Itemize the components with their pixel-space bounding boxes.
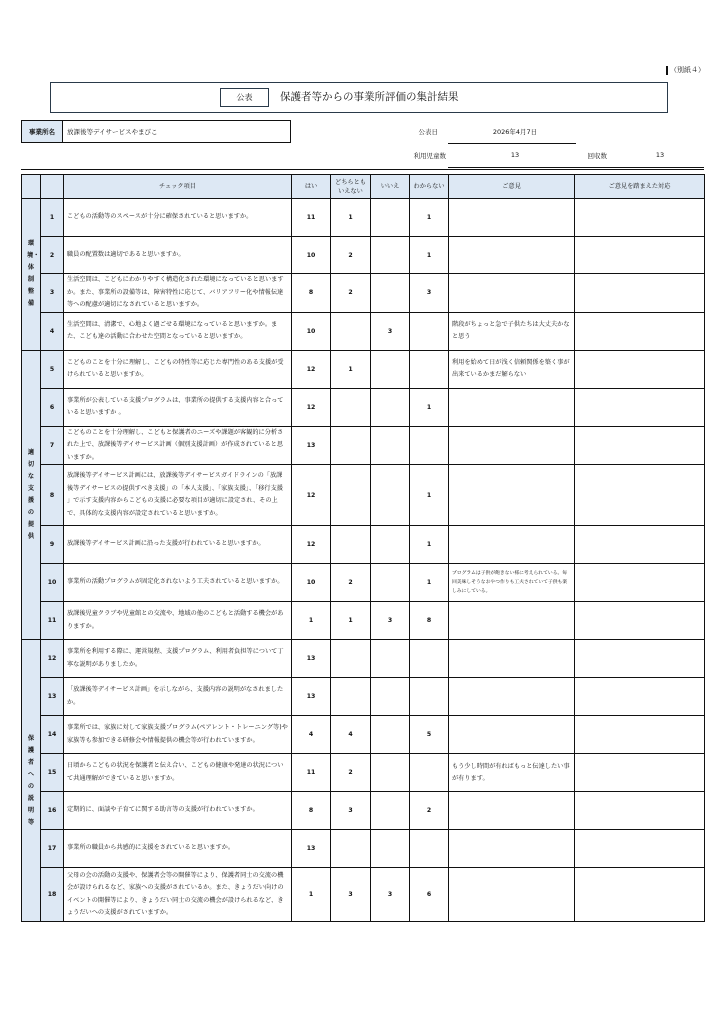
response-text (575, 526, 705, 564)
table-row (22, 237, 705, 274)
response-text (575, 388, 705, 426)
response-text (575, 678, 705, 716)
row-number: 1 (41, 199, 64, 237)
unknown-count (410, 640, 449, 678)
check-item-text: 父母の会の活動の支援や、保護者会等の開催等により、保護者同士の交流の機会が設けられるなど、家族への支援がされているか。また、きょうだい向けのイベントの開催等により、きょうだい同士の交流の機会が設けられるなど、きょうだいへの支援がされていますか。 (64, 868, 292, 922)
yes-count: 1 (292, 602, 331, 640)
comment-text (449, 237, 575, 274)
yes-count: 13 (292, 830, 331, 868)
neutral-count: 3 (331, 792, 371, 830)
office-name-value: 放課後等デイサービスやまびこ (62, 120, 291, 143)
comment-text: 利用を始めて日が浅く信頼関係を築く事が出来ているかまだ解らない (449, 350, 575, 388)
row-number: 17 (41, 830, 64, 868)
no-count (371, 388, 410, 426)
row-number: 4 (41, 312, 64, 350)
yes-count: 8 (292, 792, 331, 830)
yes-count: 12 (292, 465, 331, 526)
neutral-count: 1 (331, 199, 371, 237)
category-label: 保護者への説明等 (27, 734, 35, 826)
yes-count: 8 (292, 274, 331, 313)
response-text (575, 426, 705, 465)
comment-text (449, 640, 575, 678)
header-check-item: チェック項目 (64, 175, 292, 199)
table-row (22, 465, 705, 526)
unknown-count: 1 (410, 526, 449, 564)
table-row (22, 526, 705, 564)
publish-badge: 公表 (220, 88, 269, 107)
response-text (575, 350, 705, 388)
response-text (575, 237, 705, 274)
check-item-text: 日頃からこどもの状況を保護者と伝え合い、こどもの健康や発達の状況について共通理解ができていると思いますか。 (64, 754, 292, 792)
header-comments: ご意見 (449, 175, 575, 199)
header-response: ご意見を踏まえた対応 (575, 175, 705, 199)
yes-count: 10 (292, 564, 331, 602)
comment-text (449, 678, 575, 716)
response-text (575, 640, 705, 678)
header-yes: はい (292, 175, 331, 199)
check-item-text: 事業所を利用する際に、運営規程、支援プログラム、利用者負担等について丁寧な説明がありましたか。 (64, 640, 292, 678)
row-number: 16 (41, 792, 64, 830)
table-row (22, 312, 705, 350)
office-name-label: 事業所名 (21, 120, 62, 143)
header-no: いいえ (371, 175, 410, 199)
comment-text: 階段がちょっと急で子供たちは大丈夫かなと思う (449, 312, 575, 350)
table-row (22, 678, 705, 716)
yes-count: 13 (292, 426, 331, 465)
comment-text (449, 388, 575, 426)
yes-count: 11 (292, 199, 331, 237)
neutral-count: 2 (331, 274, 371, 313)
row-number: 11 (41, 602, 64, 640)
neutral-count: 2 (331, 237, 371, 274)
yes-count: 11 (292, 754, 331, 792)
comment-text (449, 716, 575, 754)
response-text (575, 274, 705, 313)
unknown-count: 8 (410, 602, 449, 640)
table-row (22, 868, 705, 922)
unknown-count (410, 426, 449, 465)
no-count (371, 274, 410, 313)
counts-underline (448, 167, 704, 168)
category-cell (22, 640, 41, 922)
no-count (371, 526, 410, 564)
comment-text (449, 199, 575, 237)
comment-text (449, 465, 575, 526)
response-text (575, 602, 705, 640)
comment-text (449, 830, 575, 868)
responses-count-value: 13 (655, 151, 665, 159)
table-row (22, 199, 705, 237)
response-text (575, 754, 705, 792)
check-item-text: こどものことを十分に理解し、こどもの特性等に応じた専門性のある支援が受けられていると思いますか。 (64, 350, 292, 388)
table-row (22, 350, 705, 388)
check-item-text: 生活空間は、清潔で、心地よく過ごせる環境になっていると思いますか。また、こども達の活動に合わせた空間となっていると思いますか。 (64, 312, 292, 350)
no-count (371, 716, 410, 754)
row-number: 13 (41, 678, 64, 716)
no-count (371, 237, 410, 274)
table-row (22, 602, 705, 640)
response-text (575, 830, 705, 868)
row-number: 18 (41, 868, 64, 922)
response-text (575, 868, 705, 922)
yes-count: 12 (292, 388, 331, 426)
unknown-count: 1 (410, 237, 449, 274)
unknown-count: 3 (410, 274, 449, 313)
row-number: 6 (41, 388, 64, 426)
yes-count: 13 (292, 640, 331, 678)
yes-count: 1 (292, 868, 331, 922)
check-item-text: 事業所の職員から共感的に支援をされていると思いますか。 (64, 830, 292, 868)
check-item-text: こどもの活動等のスペースが十分に確保されていると思いますか。 (64, 199, 292, 237)
responses-count-label: 回収数 (587, 152, 607, 160)
comment-text (449, 426, 575, 465)
comment-text (449, 602, 575, 640)
table-row (22, 830, 705, 868)
appendix-label: （別紙４） (666, 66, 705, 75)
yes-count: 13 (292, 678, 331, 716)
comment-text (449, 274, 575, 313)
page-title: 保護者等からの事業所評価の集計結果 (280, 91, 459, 103)
users-count-label: 利用児童数 (413, 152, 446, 160)
yes-count: 12 (292, 350, 331, 388)
row-number: 14 (41, 716, 64, 754)
neutral-count: 4 (331, 716, 371, 754)
row-number: 8 (41, 465, 64, 526)
neutral-count (331, 426, 371, 465)
unknown-count: 5 (410, 716, 449, 754)
no-count: 3 (371, 602, 410, 640)
yes-count: 10 (292, 237, 331, 274)
neutral-count (331, 388, 371, 426)
table-row (22, 388, 705, 426)
unknown-count (410, 754, 449, 792)
response-text (575, 312, 705, 350)
header-number (41, 175, 64, 199)
no-count: 3 (371, 312, 410, 350)
unknown-count (410, 678, 449, 716)
unknown-count (410, 830, 449, 868)
header-neutral: どちらともいえない (331, 175, 371, 199)
no-count (371, 465, 410, 526)
no-count (371, 792, 410, 830)
neutral-count (331, 830, 371, 868)
row-number: 10 (41, 564, 64, 602)
table-row (22, 754, 705, 792)
unknown-count (410, 350, 449, 388)
no-count (371, 678, 410, 716)
table-top-rule (21, 169, 704, 170)
row-number: 3 (41, 274, 64, 313)
check-item-text: 放課後児童クラブや児童館との交流や、地域の他のこどもと活動する機会がありますか。 (64, 602, 292, 640)
unknown-count: 1 (410, 388, 449, 426)
header-unknown: わからない (410, 175, 449, 199)
neutral-count (331, 678, 371, 716)
neutral-count: 2 (331, 754, 371, 792)
check-item-text: 事業所の活動プログラムが固定化されないよう工夫されていると思いますか。 (64, 564, 292, 602)
neutral-count (331, 312, 371, 350)
comment-text (449, 868, 575, 922)
unknown-count (410, 312, 449, 350)
no-count (371, 640, 410, 678)
no-count: 3 (371, 868, 410, 922)
row-number: 15 (41, 754, 64, 792)
row-number: 5 (41, 350, 64, 388)
unknown-count: 6 (410, 868, 449, 922)
response-text (575, 792, 705, 830)
check-item-text: 定期的に、面談や子育てに関する助言等の支援が行われていますか。 (64, 792, 292, 830)
check-item-text: 生活空間は、こどもにわかりやすく構造化された環境になっていると思いますか。また、事業所の設備等は、障害特性に応じて、バリアフリー化や情報伝達等への配慮が適切になされていると思いますか。 (64, 274, 292, 313)
row-number: 7 (41, 426, 64, 465)
yes-count: 10 (292, 312, 331, 350)
neutral-count: 1 (331, 350, 371, 388)
comment-text (449, 526, 575, 564)
response-text (575, 716, 705, 754)
unknown-count: 2 (410, 792, 449, 830)
no-count (371, 199, 410, 237)
publish-date-label: 公表日 (418, 128, 438, 136)
neutral-count: 3 (331, 868, 371, 922)
neutral-count (331, 640, 371, 678)
check-item-text: 放課後等デイサービス計画には、放課後等デイサービスガイドラインの「放課後等デイサービスの提供すべき支援」の「本人支援」、「家族支援」、「移行支援 」で示す支援内容からこどもの支援に必要な項目が適切に設定され、その上で、具体的な支援内容が設定されていると思いますか。 (64, 465, 292, 526)
comment-text (449, 792, 575, 830)
no-count (371, 754, 410, 792)
header-category (22, 175, 41, 199)
comment-text: もう少し時間が有ればもっと伝達したい事が有ります。 (449, 754, 575, 792)
check-item-text: 事業所では、家族に対して家族支援プログラム(ペアレント・トレーニング等)や家族等も参加できる研修会や情報提供の機会等が行われていますか。 (64, 716, 292, 754)
table-header-row (22, 175, 705, 199)
check-item-text: 事業所が公表している支援プログラムは、事業所の提供する支援内容と合っていると思いますか 。 (64, 388, 292, 426)
check-item-text: 放課後等デイサービス計画に沿った支援が行われていると思いますか。 (64, 526, 292, 564)
comment-text: プログラムは子供が飽きない様に考えられている。毎回美味しそうなおやつ作りも工夫されていて子供も楽しみにしている。 (449, 564, 575, 602)
publish-date-value: 2026年4月7日 (492, 128, 538, 136)
publish-date-underline (448, 143, 576, 144)
table-row (22, 716, 705, 754)
table-row (22, 274, 705, 313)
table-row (22, 792, 705, 830)
response-text (575, 564, 705, 602)
users-count-value: 13 (510, 151, 520, 159)
category-label: 環境・体制整備 (27, 240, 40, 308)
yes-count: 4 (292, 716, 331, 754)
category-label: 適切な支援の提供 (27, 448, 35, 540)
neutral-count: 1 (331, 602, 371, 640)
check-item-text: 「放課後等デイサービス計画」を示しながら、支援内容の説明がなされましたか。 (64, 678, 292, 716)
row-number: 9 (41, 526, 64, 564)
row-number: 2 (41, 237, 64, 274)
table-row (22, 426, 705, 465)
table-row (22, 564, 705, 602)
no-count (371, 564, 410, 602)
unknown-count: 1 (410, 199, 449, 237)
unknown-count: 1 (410, 465, 449, 526)
no-count (371, 350, 410, 388)
row-number: 12 (41, 640, 64, 678)
check-item-text: こどものことを十分理解し、こどもと保護者のニーズや課題が客観的に分析された上で、放課後等デイサービス計画（個別支援計画）が作成されていると思いますか。 (64, 426, 292, 465)
neutral-count (331, 526, 371, 564)
category-cell (22, 350, 41, 640)
response-text (575, 465, 705, 526)
category-cell (22, 199, 41, 351)
check-item-text: 職員の配置数は適切であると思いますか。 (64, 237, 292, 274)
yes-count: 12 (292, 526, 331, 564)
unknown-count: 1 (410, 564, 449, 602)
no-count (371, 830, 410, 868)
neutral-count: 2 (331, 564, 371, 602)
neutral-count (331, 465, 371, 526)
survey-results-table (21, 174, 705, 922)
no-count (371, 426, 410, 465)
response-text (575, 199, 705, 237)
table-row (22, 640, 705, 678)
